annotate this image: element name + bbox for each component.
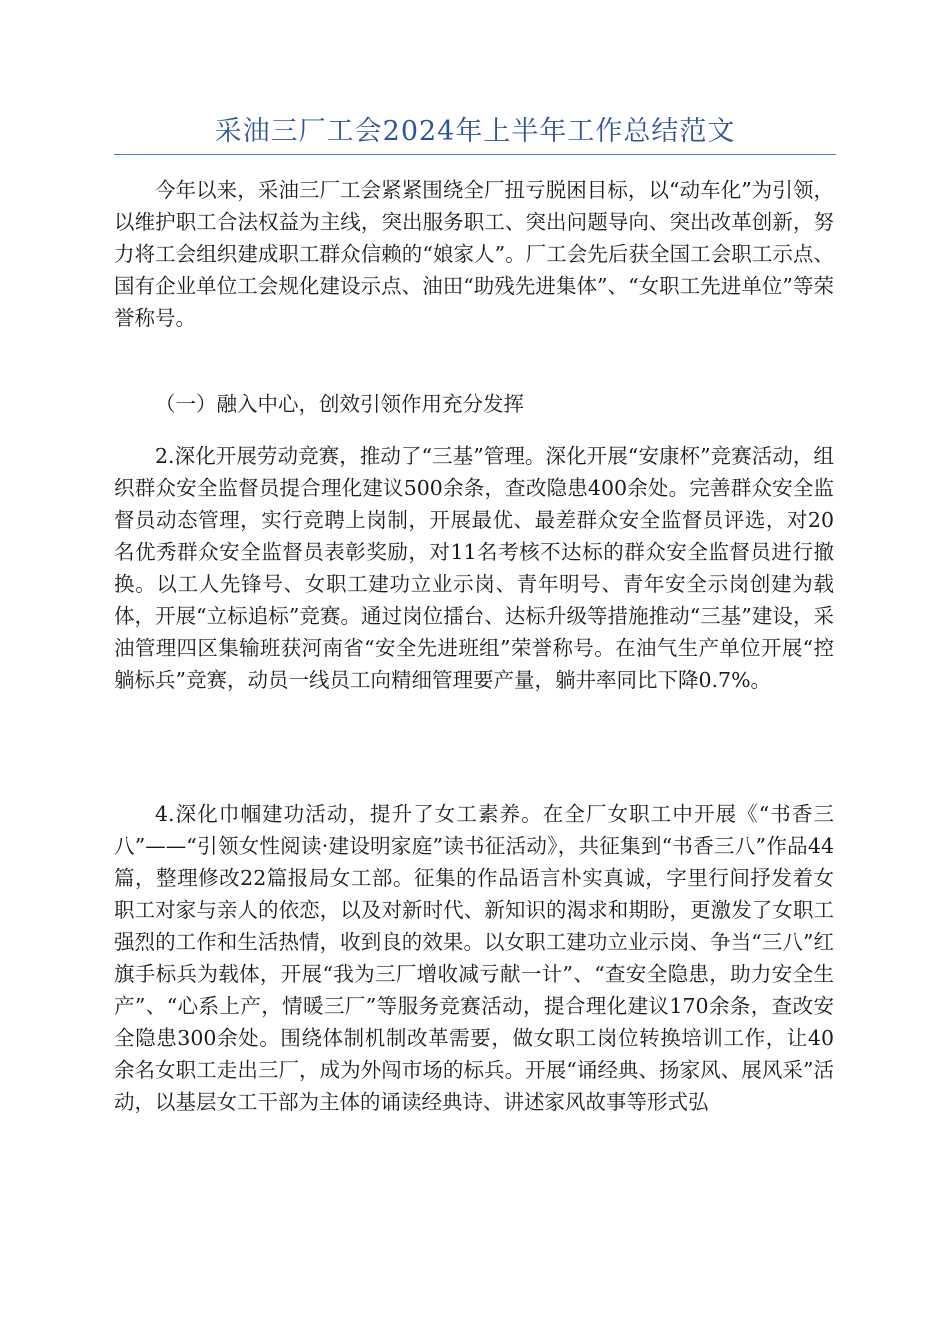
item-4-paragraph: 4.深化巾帼建功活动，提升了女工素养。在全厂女职工中开展《“书香三八”——“引领女性阅读·建设明家庭”读书征活动》，共征集到“书香三八”作品44篇，整理修改22篇报局女工部。征集的作品语言朴实真诚，字里行间抒发着女职工对家与亲人的依恋，以及对新时代、新知识的渴求和期盼，更激发了女职工强烈的工作和生活热情，收到良的效果。以女职工建功立业示岗、争当“三八”红旗手标兵为载体，开展“我为三厂增收减亏献一计”、“查安全隐患，助力安全生产”、“心系上产，情暖三厂”等服务竞赛活动，提合理化建议170余条，查改安全隐患300余处。围绕体制机制改革需要，做女职工岗位转换培训工作，让40余名女职工走出三厂，成为外闯市场的标兵。开展“诵经典、扬家风、展风采”活动，以基层女工干部为主体的诵读经典诗、讲述家风故事等形式弘 [114,802,834,1114]
document-title: 采油三厂工会2024年上半年工作总结范文 [214,116,736,147]
intro-paragraph: 今年以来，采油三厂工会紧紧围绕全厂扭亏脱困目标，以“动车化”为引领，以维护职工合法权益为主线，突出服务职工、突出问题导向、突出改革创新，努力将工会组织建成职工群众信赖的“娘家人”。厂工会先后获全国工会职工示点、国有企业单位工会规化建设示点、油田“助残先进集体”、“女职工先进单位”等荣誉称号。 [114,178,834,330]
item-2-paragraph: 2.深化开展劳动竞赛，推动了“三基”管理。深化开展“安康杯”竞赛活动，组织群众安全监督员提合理化建议500余条，查改隐患400余处。完善群众安全监督员动态管理，实行竞聘上岗制，开展最优、最差群众安全监督员评选，对20名优秀群众安全监督员表彰奖励，对11名考核不达标的群众安全监督员进行撤换。以工人先锋号、女职工建功立业示岗、青年明号、青年安全示岗创建为载体，开展“立标追标”竞赛。通过岗位擂台、达标升级等措施推动“三基”建设，采油管理四区集输班获河南省“安全先进班组”荣誉称号。在油气生产单位开展“控躺标兵”竞赛，动员一线员工向精细管理要产量，躺井率同比下降0.7%。 [114,444,834,692]
title-underline [114,154,836,155]
section-heading: （一）融入中心，创效引领作用充分发挥 [155,392,524,416]
